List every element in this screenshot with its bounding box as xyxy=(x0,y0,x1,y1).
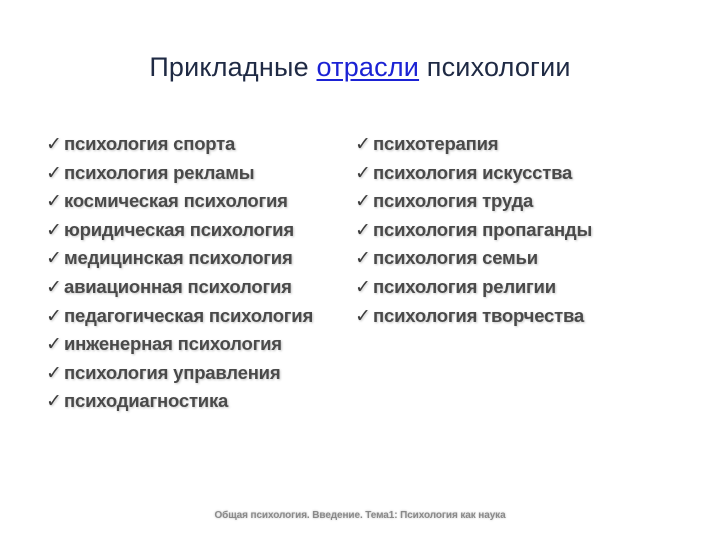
list-item xyxy=(46,387,313,416)
checkmark-icon: ✓ xyxy=(46,134,62,155)
list-item-label: психология религии xyxy=(373,275,556,297)
list-item-label: психология искусства xyxy=(373,161,573,183)
checkmark-icon: ✓ xyxy=(46,276,62,298)
right-bullet-list xyxy=(355,130,592,330)
list-item xyxy=(355,216,592,245)
list-item xyxy=(355,159,592,188)
checkmark-icon: ✓ xyxy=(46,191,62,213)
title-link-otrasli[interactable]: отрасли xyxy=(316,52,420,82)
title-text-before: Прикладные xyxy=(149,52,317,82)
list-item xyxy=(46,359,313,388)
list-item xyxy=(355,273,592,302)
list-item xyxy=(355,244,592,273)
list-item xyxy=(46,273,313,302)
list-item xyxy=(355,302,592,331)
checkmark-icon: ✓ xyxy=(46,334,62,356)
list-item-label: психотерапия xyxy=(373,133,499,154)
list-item-label: космическая психология xyxy=(64,190,288,212)
list-item xyxy=(46,187,313,216)
checkmark-icon: ✓ xyxy=(355,248,371,270)
list-item-label: педагогическая психология xyxy=(64,304,314,326)
checkmark-icon: ✓ xyxy=(46,305,62,327)
list-item xyxy=(46,330,313,359)
checkmark-icon: ✓ xyxy=(355,305,371,327)
list-item-label: психология спорта xyxy=(64,133,236,154)
list-item xyxy=(46,302,313,331)
title-text-after: психологии xyxy=(419,52,571,82)
list-item-label: психология управления xyxy=(64,361,281,383)
list-item-label: психодиагностика xyxy=(64,390,229,412)
checkmark-icon: ✓ xyxy=(355,162,371,184)
list-item-label: авиационная психология xyxy=(64,275,292,297)
list-item xyxy=(46,159,313,188)
checkmark-icon: ✓ xyxy=(46,391,62,413)
checkmark-icon: ✓ xyxy=(355,219,371,241)
list-item-label: юридическая психология xyxy=(64,218,294,240)
checkmark-icon: ✓ xyxy=(46,219,62,241)
slide-title xyxy=(0,52,720,83)
list-item xyxy=(355,187,592,216)
checkmark-icon: ✓ xyxy=(355,134,371,155)
list-item-label: психология пропаганды xyxy=(373,218,593,240)
list-item xyxy=(46,244,313,273)
list-item-label: психология труда xyxy=(373,190,534,212)
left-bullet-list xyxy=(46,130,313,416)
checkmark-icon: ✓ xyxy=(355,276,371,298)
list-item xyxy=(46,130,313,159)
list-item-label: психология рекламы xyxy=(64,161,255,183)
slide-footer: Общая психология. Введение. Тема1: Психология как наука xyxy=(214,510,506,521)
list-item-label: медицинская психология xyxy=(64,247,293,269)
list-item-label: психология творчества xyxy=(373,304,585,326)
checkmark-icon: ✓ xyxy=(46,162,62,184)
checkmark-icon: ✓ xyxy=(46,362,62,384)
checkmark-icon: ✓ xyxy=(46,248,62,270)
list-item xyxy=(46,216,313,245)
list-item-label: инженерная психология xyxy=(64,333,282,355)
checkmark-icon: ✓ xyxy=(355,191,371,213)
list-item xyxy=(355,130,592,159)
list-item-label: психология семьи xyxy=(373,247,538,269)
